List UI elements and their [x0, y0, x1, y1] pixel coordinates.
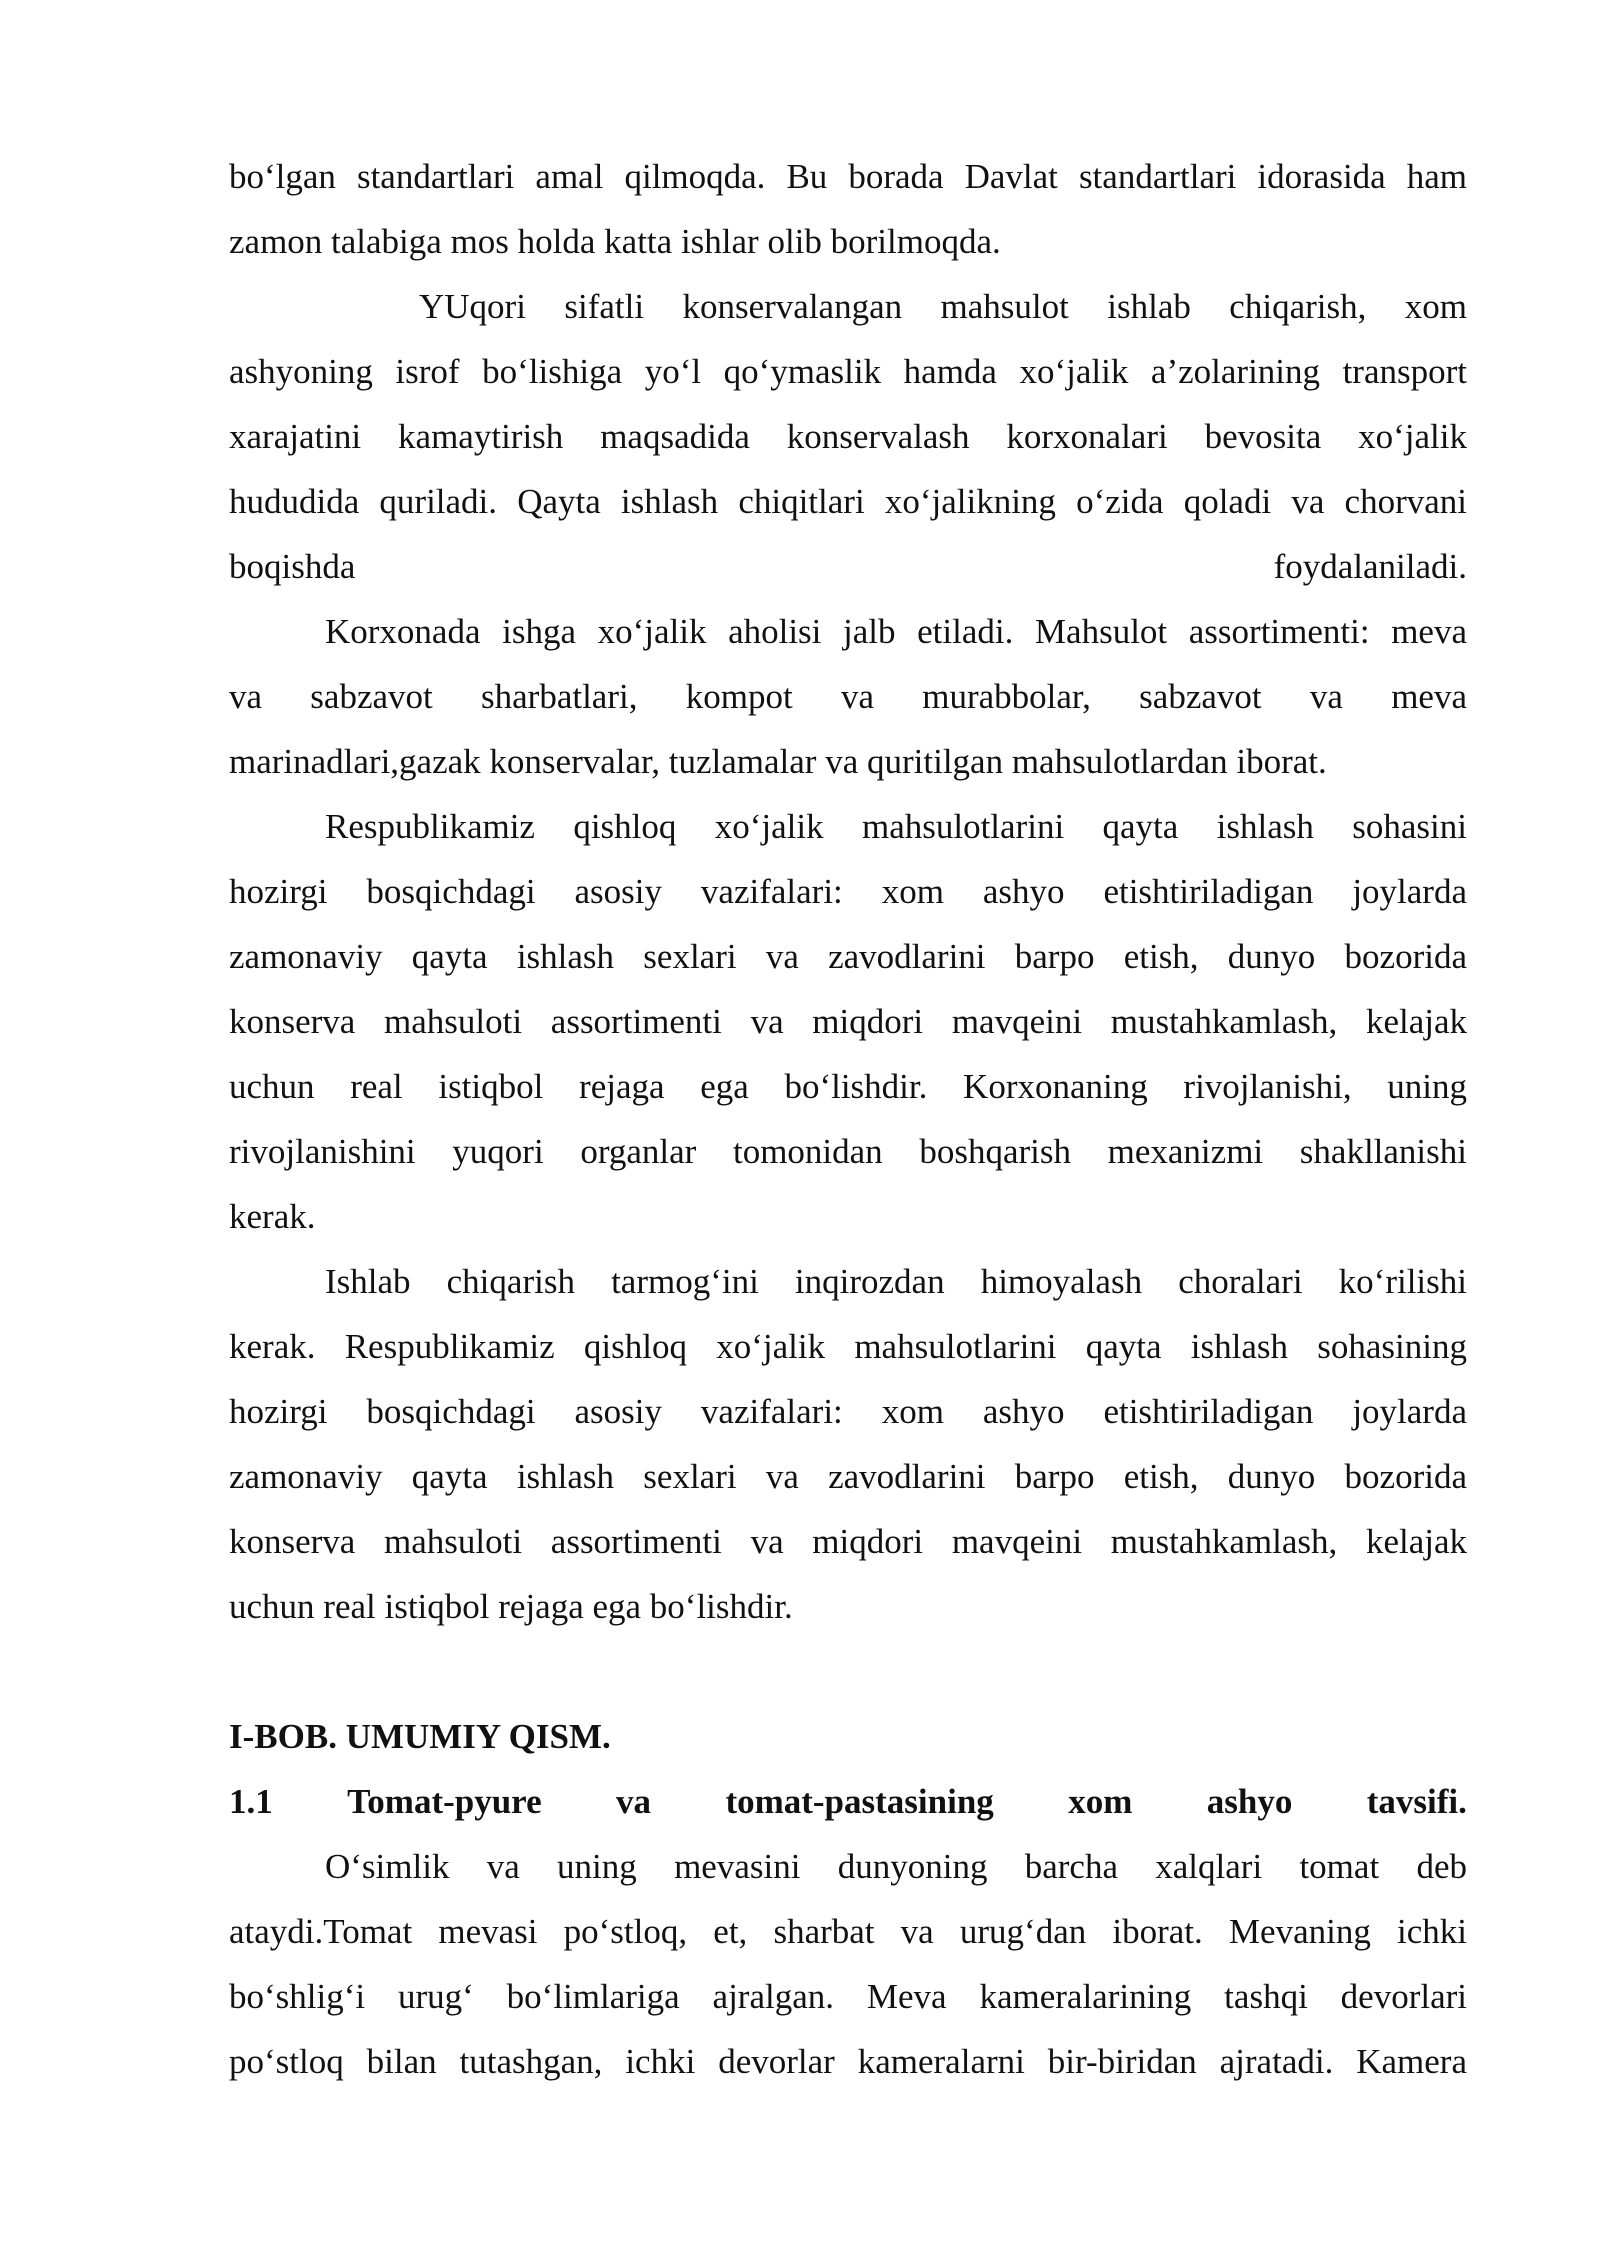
text-line: bo‘shlig‘i urug‘ bo‘limlariga ajralgan. Meva kameralarining tashqi devorlari	[229, 1977, 1467, 2016]
text-line: bo‘lgan standartlari amal qilmoqda. Bu borada Davlat standartlari idorasida ham	[229, 157, 1467, 196]
text-line: konserva mahsuloti assortimenti va miqdori mavqeini mustahkamlash, kelajak	[229, 1522, 1467, 1561]
paragraph-4	[229, 794, 1467, 1249]
text-line: O‘simlik va uning mevasini dunyoning barcha xalqlari tomat deb	[325, 1847, 1467, 1886]
text-line	[229, 534, 1467, 599]
text-line: marinadlari,gazak konservalar, tuzlamalar va quritilgan mahsulotlardan iborat.	[229, 742, 1327, 781]
text-line: YUqori sifatli konservalangan mahsulot ishlab chiqarish, xom	[419, 287, 1467, 326]
text-line: hozirgi bosqichdagi asosiy vazifalari: xom ashyo etishtiriladigan joylarda	[229, 1392, 1467, 1431]
section-heading-word: Tomat-pyure	[347, 1782, 542, 1821]
text-line: konserva mahsuloti assortimenti va miqdori mavqeini mustahkamlash, kelajak	[229, 1002, 1467, 1041]
text-line: uchun real istiqbol rejaga ega bo‘lishdir. Korxonaning rivojlanishi, uning	[229, 1067, 1467, 1106]
text-line: Respublikamiz qishloq xo‘jalik mahsulotlarini qayta ishlash sohasini	[325, 807, 1467, 846]
blank-line	[229, 1639, 1467, 1704]
paragraph-2	[229, 274, 1467, 599]
chapter-heading: I-BOB. UMUMIY QISM.	[229, 1717, 611, 1756]
text-line: xarajatini kamaytirish maqsadida konservalash korxonalari bevosita xo‘jalik	[229, 417, 1467, 456]
section-heading	[229, 1769, 1467, 1834]
text-line: uchun real istiqbol rejaga ega bo‘lishdir.	[229, 1587, 793, 1626]
section-heading-word: ashyo	[1206, 1782, 1293, 1821]
text-line: hozirgi bosqichdagi asosiy vazifalari: xom ashyo etishtiriladigan joylarda	[229, 872, 1467, 911]
text-line: ataydi.Tomat mevasi po‘stloq, et, sharbat va urug‘dan iborat. Mevaning ichki	[229, 1912, 1467, 1951]
text-line-right: foydalaniladi.	[1273, 547, 1467, 586]
paragraph-intro	[229, 144, 1467, 274]
section-heading-word: tomat-pastasining	[725, 1782, 994, 1821]
paragraph-5	[229, 1249, 1467, 1639]
paragraph-6	[229, 1834, 1467, 2094]
paragraph-3	[229, 599, 1467, 794]
text-line: kerak.	[229, 1197, 316, 1236]
section-heading-word: tavsifi.	[1366, 1782, 1467, 1821]
document-page	[229, 144, 1467, 2094]
text-line: zamonaviy qayta ishlash sexlari va zavodlarini barpo etish, dunyo bozorida	[229, 937, 1467, 976]
text-line: kerak. Respublikamiz qishloq xo‘jalik mahsulotlarini qayta ishlash sohasining	[229, 1327, 1467, 1366]
text-line: Ishlab chiqarish tarmog‘ini inqirozdan himoyalash choralari ko‘rilishi	[325, 1262, 1467, 1301]
section-number: 1.1	[229, 1782, 273, 1821]
section-heading-word: va	[616, 1782, 652, 1821]
text-line: rivojlanishini yuqori organlar tomonidan boshqarish mexanizmi shakllanishi	[229, 1132, 1467, 1171]
text-line: zamonaviy qayta ishlash sexlari va zavodlarini barpo etish, dunyo bozorida	[229, 1457, 1467, 1496]
text-line: Korxonada ishga xo‘jalik aholisi jalb etiladi. Mahsulot assortimenti: meva	[325, 612, 1467, 651]
section-heading-word: xom	[1068, 1782, 1133, 1821]
text-line: ashyoning isrof bo‘lishiga yo‘l qo‘ymaslik hamda xo‘jalik a’zolarining transport	[229, 352, 1467, 391]
text-line: zamon talabiga mos holda katta ishlar olib borilmoqda.	[229, 222, 1001, 261]
text-line: po‘stloq bilan tutashgan, ichki devorlar kameralarni bir-biridan ajratadi. Kamera	[229, 2042, 1467, 2081]
text-line-left: boqishda	[229, 547, 356, 586]
text-line: hududida quriladi. Qayta ishlash chiqitlari xo‘jalikning o‘zida qoladi va chorvani	[229, 482, 1467, 521]
text-line: va sabzavot sharbatlari, kompot va murabbolar, sabzavot va meva	[229, 677, 1467, 716]
